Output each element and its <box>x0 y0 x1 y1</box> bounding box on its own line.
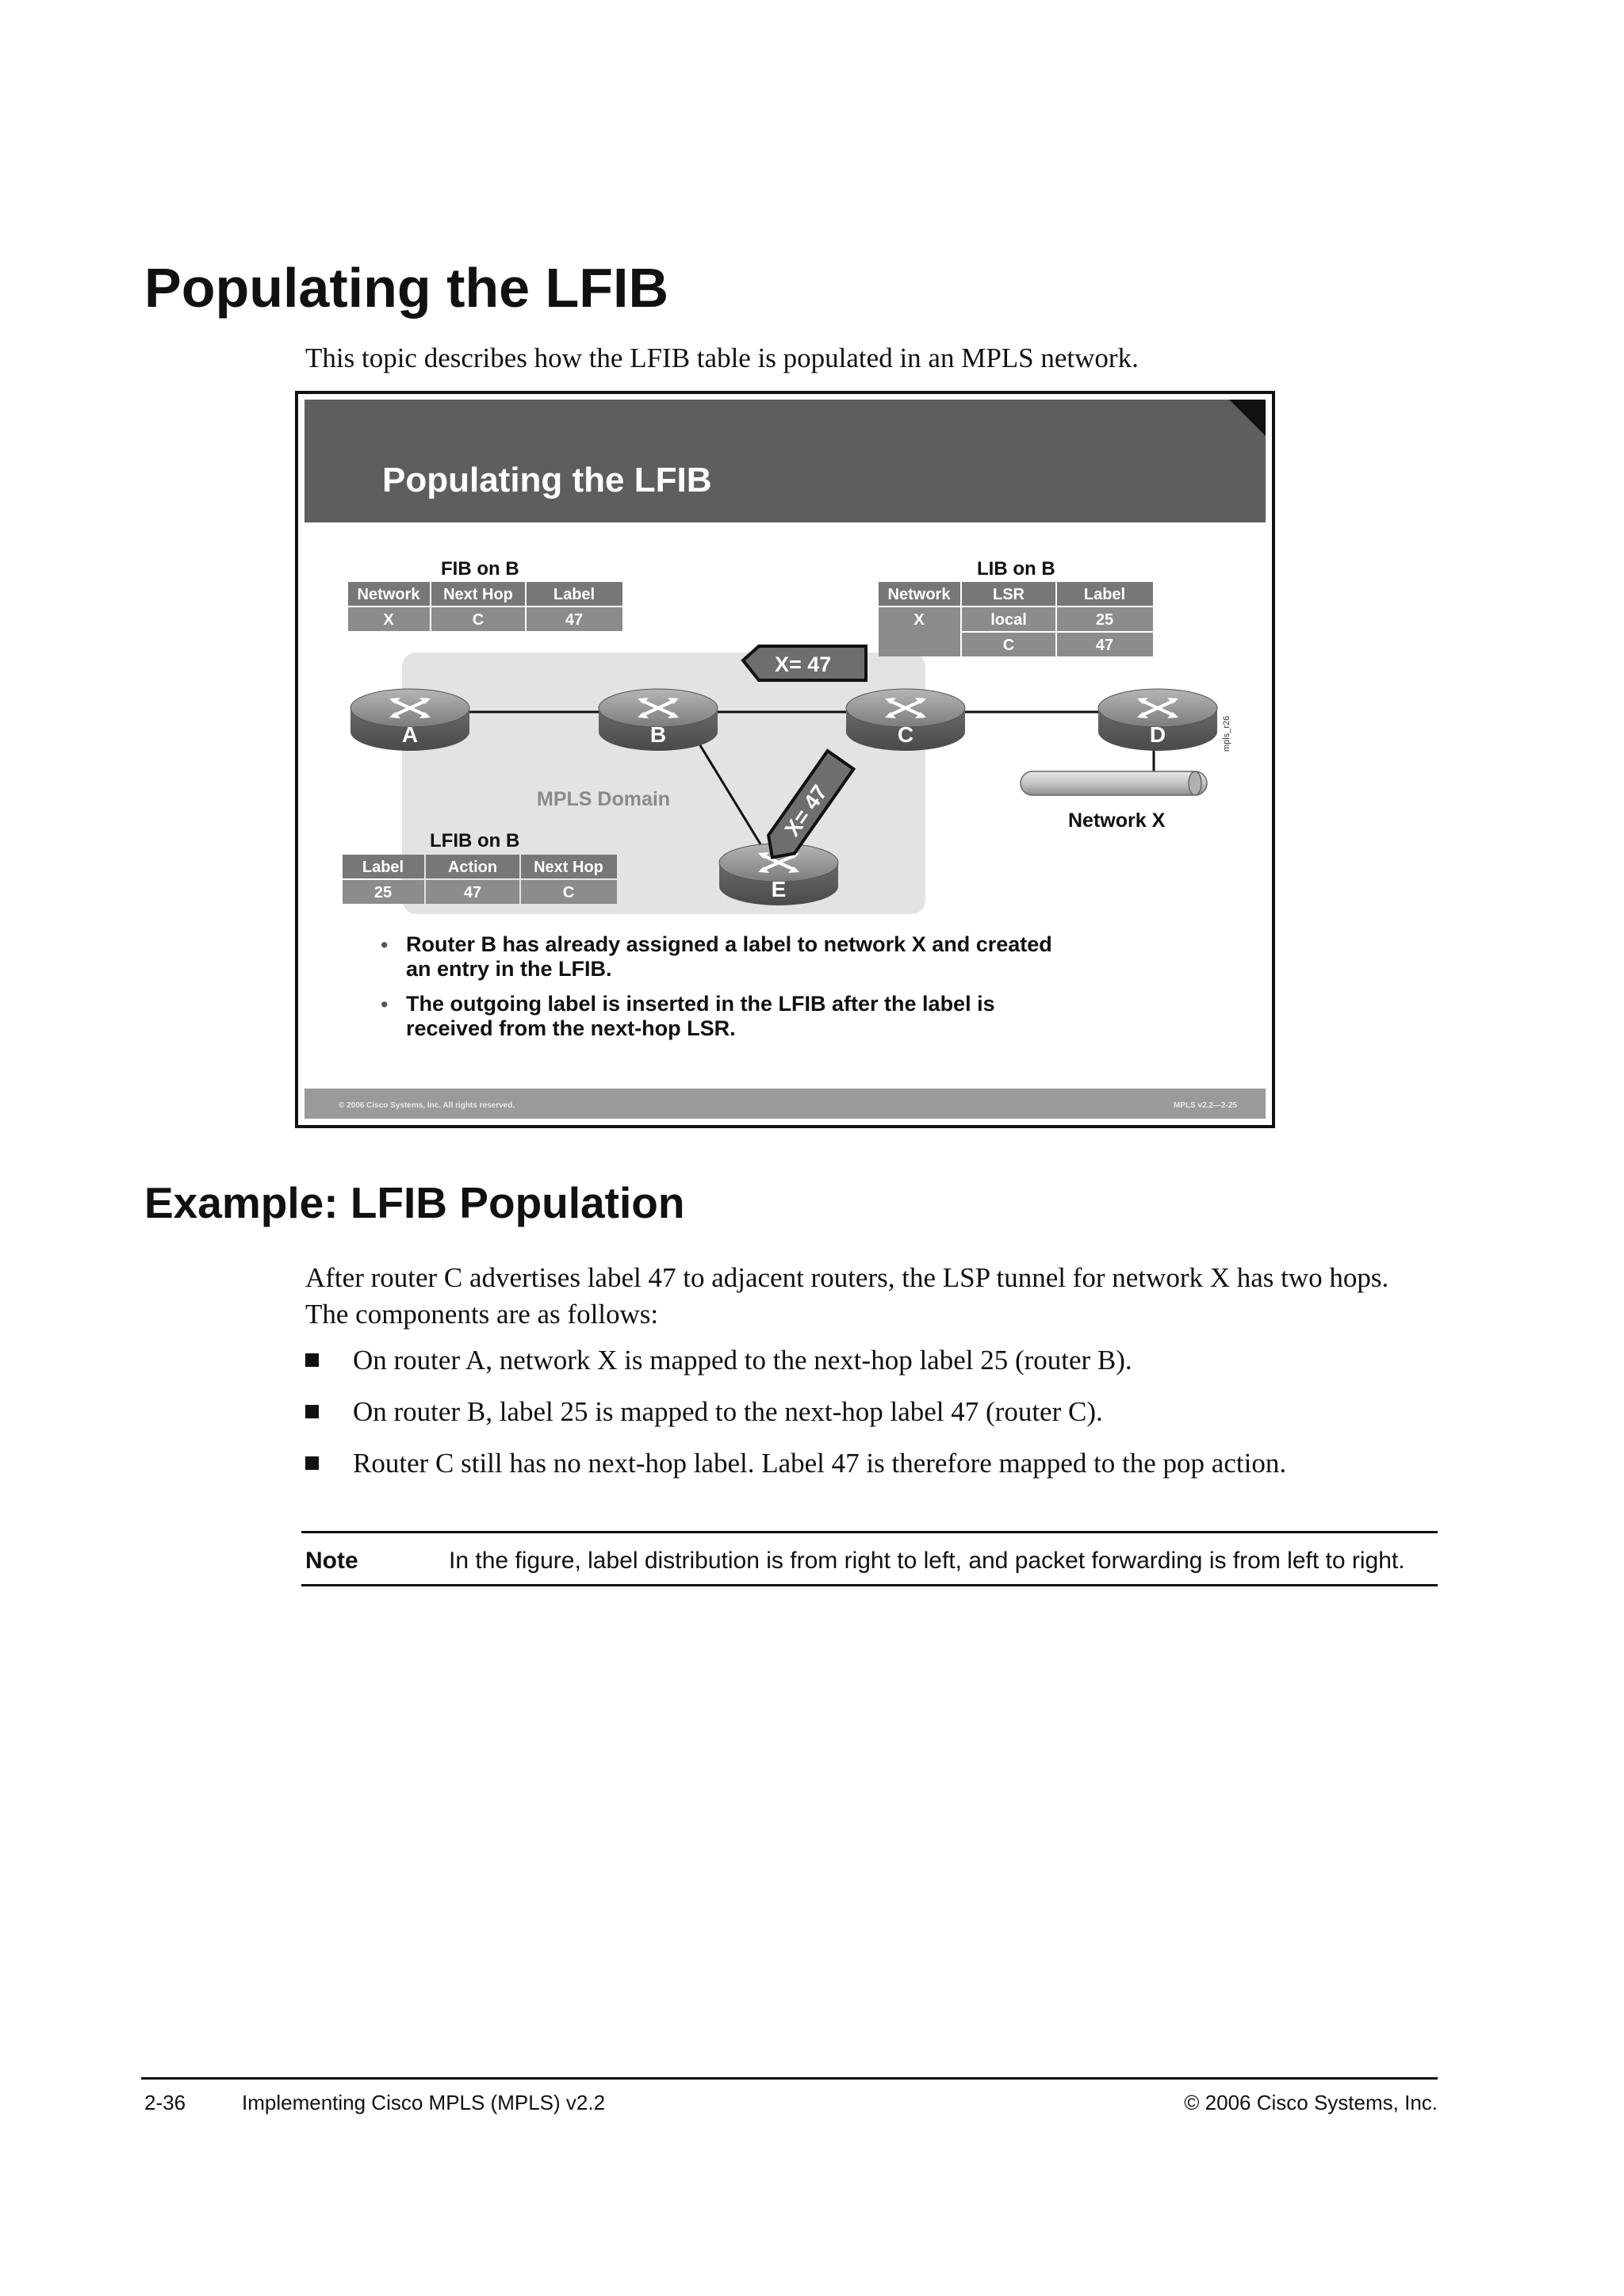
svg-text:X= 47: X= 47 <box>775 652 832 676</box>
note-top-rule <box>301 1531 1438 1533</box>
svg-text:Label: Label <box>362 859 404 876</box>
svg-text:C: C <box>897 722 914 747</box>
page-title: Populating the LFIB <box>144 257 669 319</box>
footer-copyright: © 2006 Cisco Systems, Inc. <box>1184 2091 1438 2114</box>
list-item: On router B, label 25 is mapped to the next-hop label 47 (router C). <box>305 1394 1455 1430</box>
slide-title: Populating the LFIB <box>382 461 712 499</box>
svg-text:X: X <box>914 611 925 629</box>
svg-text:25: 25 <box>1095 611 1114 629</box>
svg-text:Network: Network <box>357 586 420 603</box>
svg-text:Label: Label <box>1083 586 1126 603</box>
svg-text:Next Hop: Next Hop <box>443 586 513 603</box>
svg-text:LIB on B: LIB on B <box>977 558 1055 580</box>
router-d <box>1098 689 1217 751</box>
svg-text:X= 47: X= 47 <box>779 780 833 841</box>
svg-text:D: D <box>1149 722 1166 747</box>
section-title: Example: LFIB Population <box>144 1178 685 1227</box>
slide-bullet-1a: Router B has already assigned a label to network X and created <box>406 932 1052 956</box>
svg-text:FIB on B: FIB on B <box>441 558 519 580</box>
svg-text:LSR: LSR <box>993 586 1025 603</box>
section-paragraph: After router C advertises label 47 to adjacent routers, the LSP tunnel for network X has two hops. The components are as follows: <box>305 1262 1389 1330</box>
svg-text:Action: Action <box>447 859 498 876</box>
svg-text:X: X <box>383 611 394 629</box>
svg-text:•: • <box>381 933 389 957</box>
svg-text:LFIB on B: LFIB on B <box>430 830 520 851</box>
slide-bullet-2b: received from the next-hop LSR. <box>406 1016 736 1040</box>
svg-text:B: B <box>649 722 667 747</box>
note-text: In the figure, label distribution is from right to left, and packet forwarding is from left to right. <box>449 1548 1405 1574</box>
intro-text: This topic describes how the LFIB table is populated in an MPLS network. <box>305 342 1139 373</box>
svg-text:A: A <box>401 722 419 747</box>
list-item: On router A, network X is mapped to the next-hop label 25 (router B). <box>305 1342 1455 1379</box>
router-c <box>846 689 965 751</box>
square-bullet-icon <box>305 1405 319 1418</box>
router-a <box>350 689 469 751</box>
slide-figure <box>295 391 1275 1128</box>
square-bullet-icon <box>305 1456 319 1470</box>
side-code: mpls_r26 <box>1222 715 1231 752</box>
router-b <box>599 689 718 751</box>
network-x-label: Network X <box>1068 809 1166 832</box>
svg-text:C: C <box>1002 637 1015 654</box>
svg-text:47: 47 <box>463 884 482 901</box>
svg-text:Label: Label <box>553 586 596 603</box>
svg-text:Next Hop: Next Hop <box>534 859 603 876</box>
network-x-segment <box>1021 771 1207 795</box>
svg-text:E: E <box>771 877 787 901</box>
svg-text:C: C <box>562 884 575 901</box>
svg-text:© 2006 Cisco Systems, Inc. All: © 2006 Cisco Systems, Inc. All rights reserved. <box>339 1101 515 1110</box>
footer-course: Implementing Cisco MPLS (MPLS) v2.2 <box>242 2091 606 2114</box>
label-arrow-horizontal <box>743 646 866 680</box>
footer-page-number: 2-36 <box>144 2091 186 2114</box>
svg-text:47: 47 <box>1095 637 1114 654</box>
list-item: Router C still has no next-hop label. Label 47 is therefore mapped to the pop action. <box>305 1445 1455 1482</box>
svg-text:MPLS v2.2—2-25: MPLS v2.2—2-25 <box>1173 1101 1237 1110</box>
note-label: Note <box>305 1548 358 1574</box>
svg-text:Network: Network <box>887 586 951 603</box>
svg-text:47: 47 <box>565 611 584 629</box>
footer-rule <box>141 2077 1438 2080</box>
svg-text:local: local <box>990 611 1027 629</box>
mpls-domain-label: MPLS Domain <box>537 788 671 810</box>
slide-bullet-2a: The outgoing label is inserted in the LFIB after the label is <box>406 992 995 1016</box>
svg-text:•: • <box>381 993 389 1016</box>
note-bottom-rule <box>301 1584 1438 1586</box>
square-bullet-icon <box>305 1353 319 1367</box>
svg-text:C: C <box>472 611 485 629</box>
svg-text:25: 25 <box>373 884 393 901</box>
slide-bullet-1b: an entry in the LFIB. <box>406 957 612 981</box>
bullet-list <box>305 1342 1455 1497</box>
